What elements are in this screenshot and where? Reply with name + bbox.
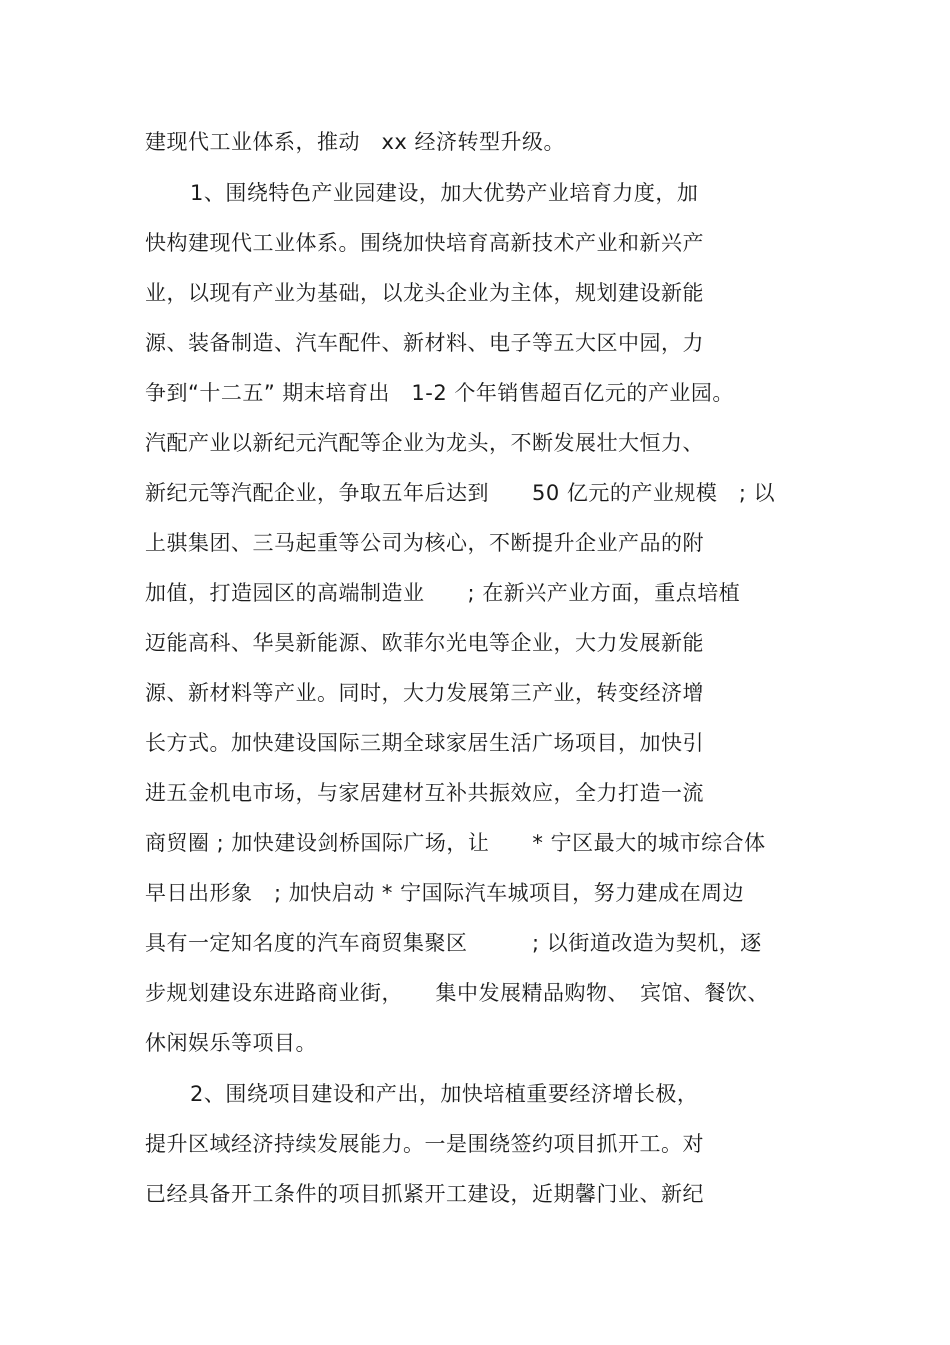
- text-line: 2、围绕项目建设和产出，加快培植重要经济增长极，: [190, 1082, 699, 1106]
- text-line: 已经具备开工条件的项目抓紧开工建设，近期馨门业、新纪: [145, 1182, 704, 1206]
- text-line: 争到“十二五” 期末培育出 1-2 个年销售超百亿元的产业园。: [145, 381, 734, 405]
- text-line: 1、围绕特色产业园建设，加大优势产业培育力度，加: [190, 181, 699, 205]
- text-line: 长方式。加快建设国际三期全球家居生活广场项目，加快引: [145, 731, 704, 755]
- text-line: 源、装备制造、汽车配件、新材料、电子等五大区中园，力: [145, 331, 704, 355]
- text-line: 早日出形象 ; 加快启动 * 宁国际汽车城项目，努力建成在周边: [145, 881, 745, 905]
- text-line: 提升区域经济持续发展能力。一是围绕签约项目抓开工。对: [145, 1132, 704, 1156]
- text-line: 新纪元等汽配企业，争取五年后达到 50 亿元的产业规模 ; 以: [145, 481, 776, 505]
- text-line: 商贸圈 ; 加快建设剑桥国际广场，让 * 宁区最大的城市综合体: [145, 831, 766, 855]
- text-line: 建现代工业体系，推动 xx 经济转型升级。: [145, 130, 566, 154]
- text-line: 业，以现有产业为基础，以龙头企业为主体，规划建设新能: [145, 281, 704, 305]
- text-line: 休闲娱乐等项目。: [145, 1031, 317, 1055]
- text-line: 步规划建设东进路商业街， 集中发展精品购物、 宾馆、餐饮、: [145, 981, 769, 1005]
- text-line: 快构建现代工业体系。围绕加快培育高新技术产业和新兴产: [145, 231, 704, 255]
- text-line: 具有一定知名度的汽车商贸集聚区 ; 以街道改造为契机，逐: [145, 931, 762, 955]
- text-line: 汽配产业以新纪元汽配等企业为龙头，不断发展壮大恒力、: [145, 431, 704, 455]
- text-line: 加值，打造园区的高端制造业 ; 在新兴产业方面，重点培植: [145, 581, 741, 605]
- text-line: 上骐集团、三马起重等公司为核心，不断提升企业产品的附: [145, 531, 704, 555]
- text-line: 迈能高科、华昊新能源、欧菲尔光电等企业，大力发展新能: [145, 631, 704, 655]
- text-line: 进五金机电市场，与家居建材互补共振效应，全力打造一流: [145, 781, 704, 805]
- text-line: 源、新材料等产业。同时，大力发展第三产业，转变经济增: [145, 681, 704, 705]
